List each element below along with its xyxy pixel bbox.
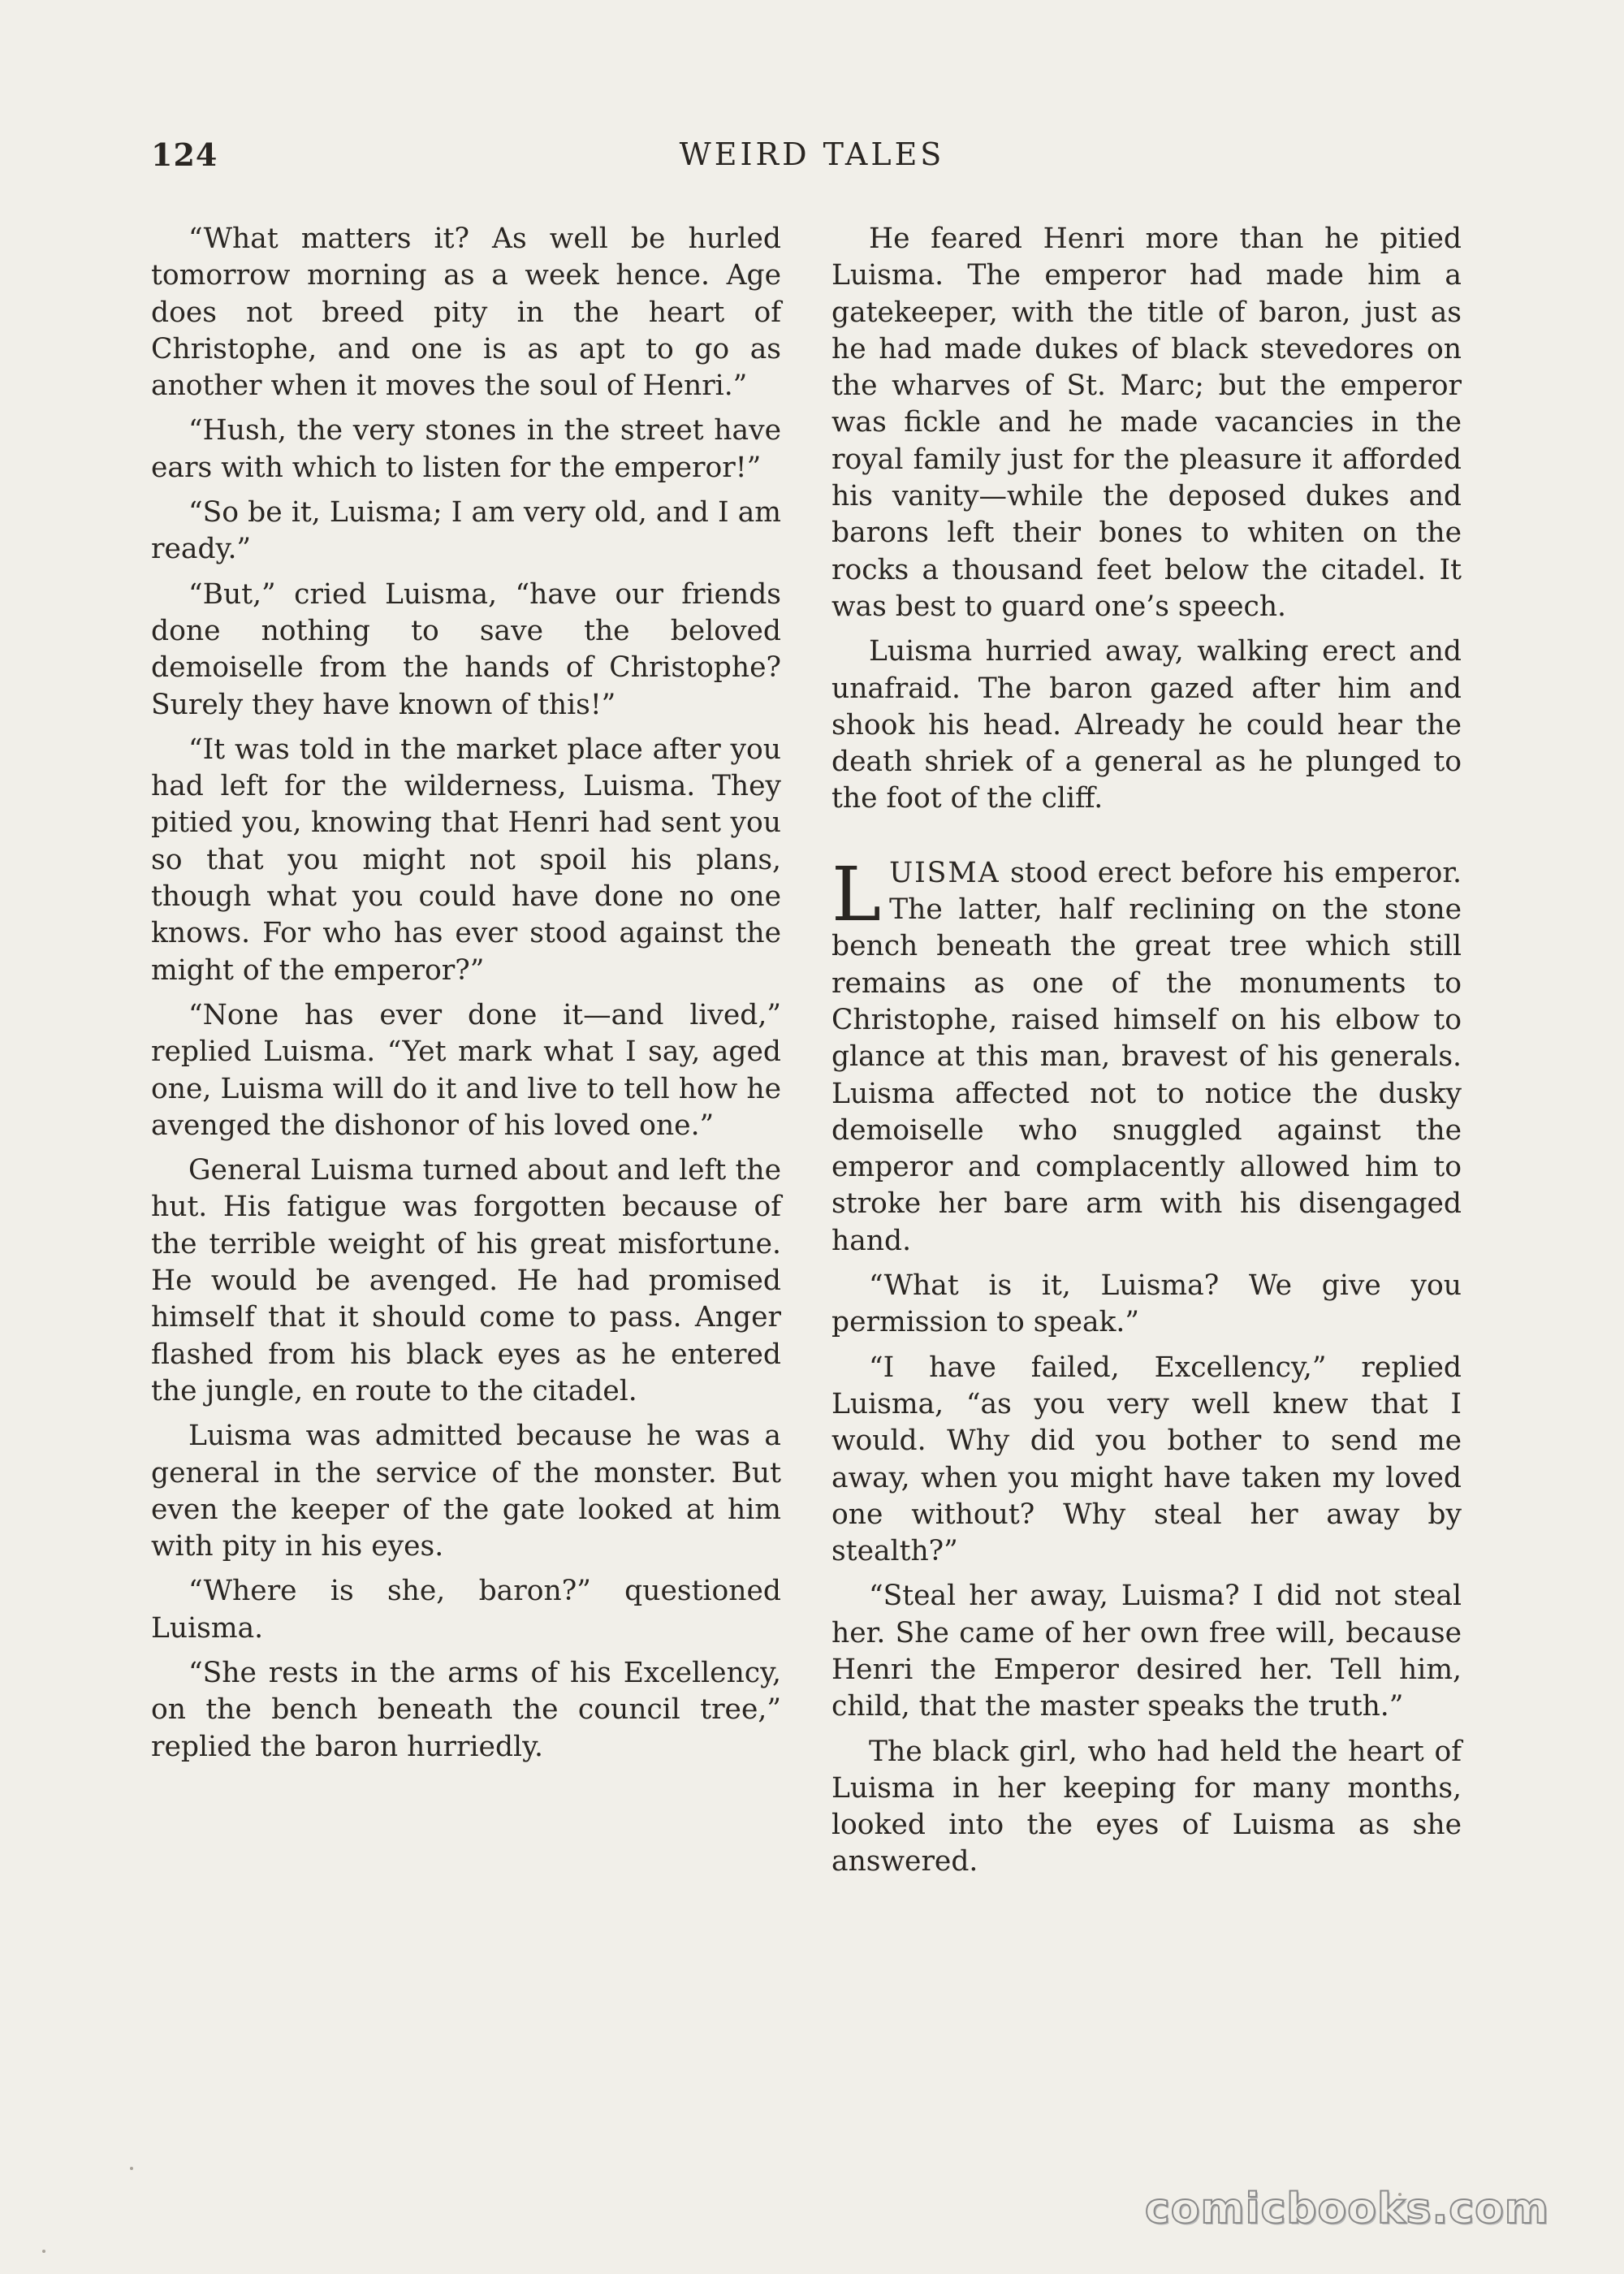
paragraph: Luisma was admitted because he was a general in the service of the monster. But even the keeper of the gate looked at him with pity in his eyes. (151, 1420, 781, 1563)
paragraph: “Steal her away, Luisma? I did not steal her. She came of her own free will, because Henri the Emperor desired her. Tell him, child, that the master speaks the truth.” (831, 1580, 1462, 1723)
paragraph: Luisma hurried away, walking erect and unafraid. The baron gazed after him and shook his head. Already he could hear the death shriek of a general as he plunged to the foot of the cliff. (831, 635, 1462, 815)
page-header (151, 136, 1473, 185)
paragraph-text: stood erect before his emperor. The latter, half reclining on the stone bench beneath the great tree which still remains as one of the monuments to Christophe, raised himself on his elbow to glance at this man, bravest of his generals. Luisma affected not to notice the dusky demoiselle who snuggled against the emperor and complacently allowed him to stroke her bare arm with his disengaged hand. (831, 856, 1462, 1257)
paragraph: “But,” cried Luisma, “have our friends done nothing to save the beloved demoiselle from the hands of Christophe? Surely they have known of this!” (151, 577, 781, 721)
paragraph: “So be it, Luisma; I am very old, and I am ready.” (151, 496, 781, 566)
paragraph: “She rests in the arms of his Excellency, on the bench beneath the council tree,” replied the baron hurriedly. (151, 1656, 781, 1763)
paper-speck (130, 2167, 133, 2170)
paragraph: General Luisma turned about and left the hut. His fatigue was forgotten because of the terrible weight of his great misfortune. He would be avenged. He had promised himself that it should come to pass. Anger flashed from his black eyes as he entered the jungle, en route to the citadel. (151, 1154, 781, 1407)
paper-speck (42, 2250, 45, 2253)
paragraph: “What is it, Luisma? We give you permission to speak.” (831, 1269, 1462, 1339)
left-column (151, 221, 781, 1774)
drop-cap: L (831, 850, 882, 938)
paragraph: “What matters it? As well be hurled tomorrow morning as a week hence. Age does not breed pity in the heart of Christophe, and one is as apt to go as another when it moves the soul of Henri.” (151, 223, 781, 403)
paragraph: “I have failed, Excellency,” replied Luisma, “as you very well knew that I would. Why did you bother to send me away, when you might have taken my loved one without? Why steal her away by stealth?” (831, 1351, 1462, 1568)
page-number: 124 (151, 136, 218, 173)
paragraph: “Hush, the very stones in the street have ears with which to listen for the emperor!” (151, 414, 781, 484)
small-caps-lead: UISMA (889, 856, 1000, 889)
paragraph: He feared Henri more than he pitied Luisma. The emperor had made him a gatekeeper, with the title of baron, just as he had made dukes of black stevedores on the wharves of St. Marc; but the emperor was fickle and he made vacancies in the royal family just for the pleasure it afforded his vanity—while the deposed dukes and barons left their bones to whiten on the rocks a thousand feet below the citadel. It was best to guard one’s speech. (831, 223, 1462, 623)
right-column (831, 221, 1462, 1889)
running-head: WEIRD TALES (679, 136, 945, 172)
paragraph: “Where is she, baron?” questioned Luisma. (151, 1575, 781, 1645)
watermark-logo: comicbooks.com (1144, 2185, 1549, 2233)
paragraph: “None has ever done it—and lived,” replied Luisma. “Yet mark what I say, aged one, Luisma will do it and live to tell how he avenged the dishonor of his loved one.” (151, 998, 781, 1142)
paragraph: “It was told in the market place after you had left for the wilderness, Luisma. They pitied you, knowing that Henri had sent you so that you might not spoil his plans, though what you could have done no one knows. For who has ever stood against the might of the emperor?” (151, 733, 781, 987)
section-opening-paragraph (831, 850, 1462, 1260)
paragraph: The black girl, who had held the heart of Luisma in her keeping for many months, looked into the eyes of Luisma as she answered. (831, 1735, 1462, 1878)
